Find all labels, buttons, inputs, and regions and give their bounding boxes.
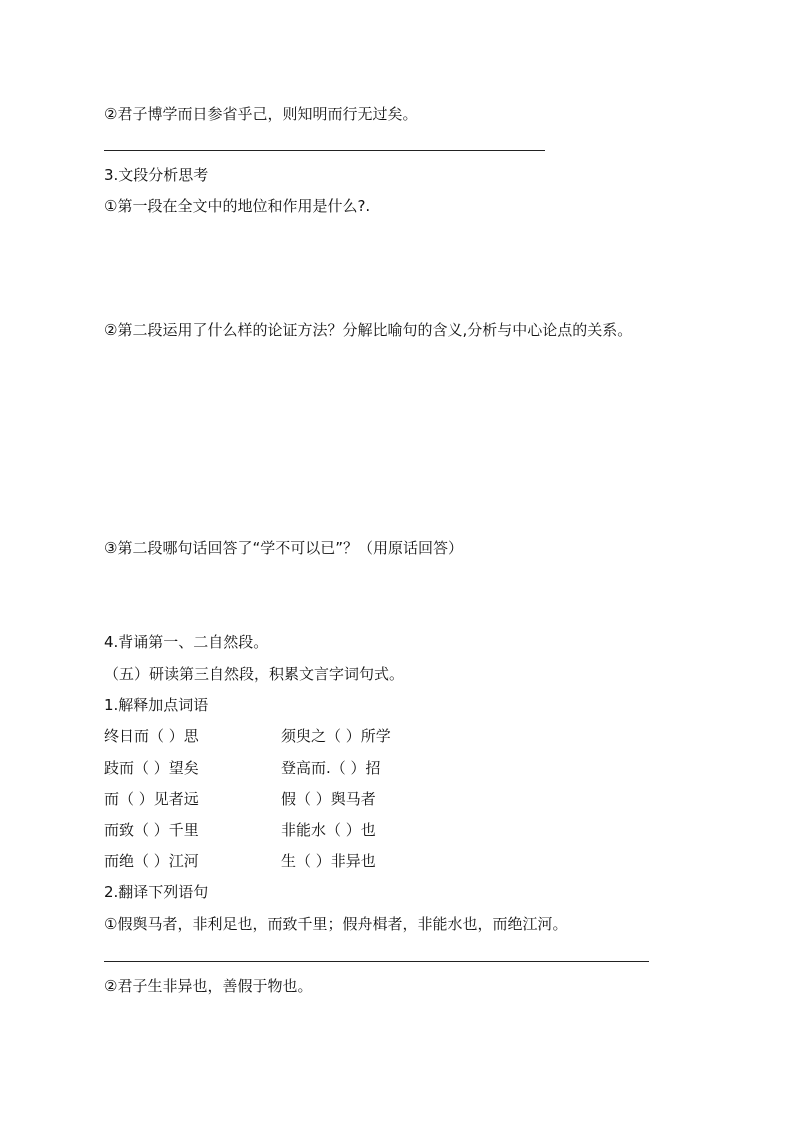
explain-item: 登高而.（ ）招 <box>281 759 381 777</box>
section-4-heading: 4.背诵第一、二自然段。 <box>104 633 269 651</box>
explain-item: 而（ ）见者远 <box>104 790 199 808</box>
explain-words-heading: 1.解释加点词语 <box>104 696 209 714</box>
explain-item: 非能水（ ）也 <box>281 821 376 839</box>
explain-item: 而致（ ）千里 <box>104 821 199 839</box>
analysis-question-2: ②第二段运用了什么样的论证方法？分解比喻句的含义,分析与中心论点的关系。 <box>104 321 633 339</box>
explain-item: 终日而（ ）思 <box>104 727 199 745</box>
analysis-question-3: ③第二段哪句话回答了“学不可以已”？（用原话回答） <box>104 539 463 557</box>
explain-item: 而绝（ ）江河 <box>104 852 199 870</box>
translation-question-2: ②君子博学而日参省乎己，则知明而行无过矣。 <box>104 105 418 123</box>
explain-item: 生（ ）非异也 <box>281 852 376 870</box>
translate-heading: 2.翻译下列语句 <box>104 883 209 901</box>
answer-line <box>104 150 545 151</box>
explain-item: 跂而（ ）望矣 <box>104 759 199 777</box>
explain-item: 假（ ）舆马者 <box>281 790 376 808</box>
part-5-heading: （五）研读第三自然段，积累文言字词句式。 <box>104 665 405 683</box>
section-3-heading: 3.文段分析思考 <box>104 166 209 184</box>
answer-line <box>104 961 649 962</box>
translate-question-2: ②君子生非异也，善假于物也。 <box>104 977 313 995</box>
explain-item: 须臾之（ ）所学 <box>281 727 391 745</box>
analysis-question-1: ①第一段在全文中的地位和作用是什么?. <box>104 197 371 215</box>
translate-question-1: ①假舆马者，非利足也，而致千里；假舟楫者，非能水也，而绝江河。 <box>104 915 568 933</box>
